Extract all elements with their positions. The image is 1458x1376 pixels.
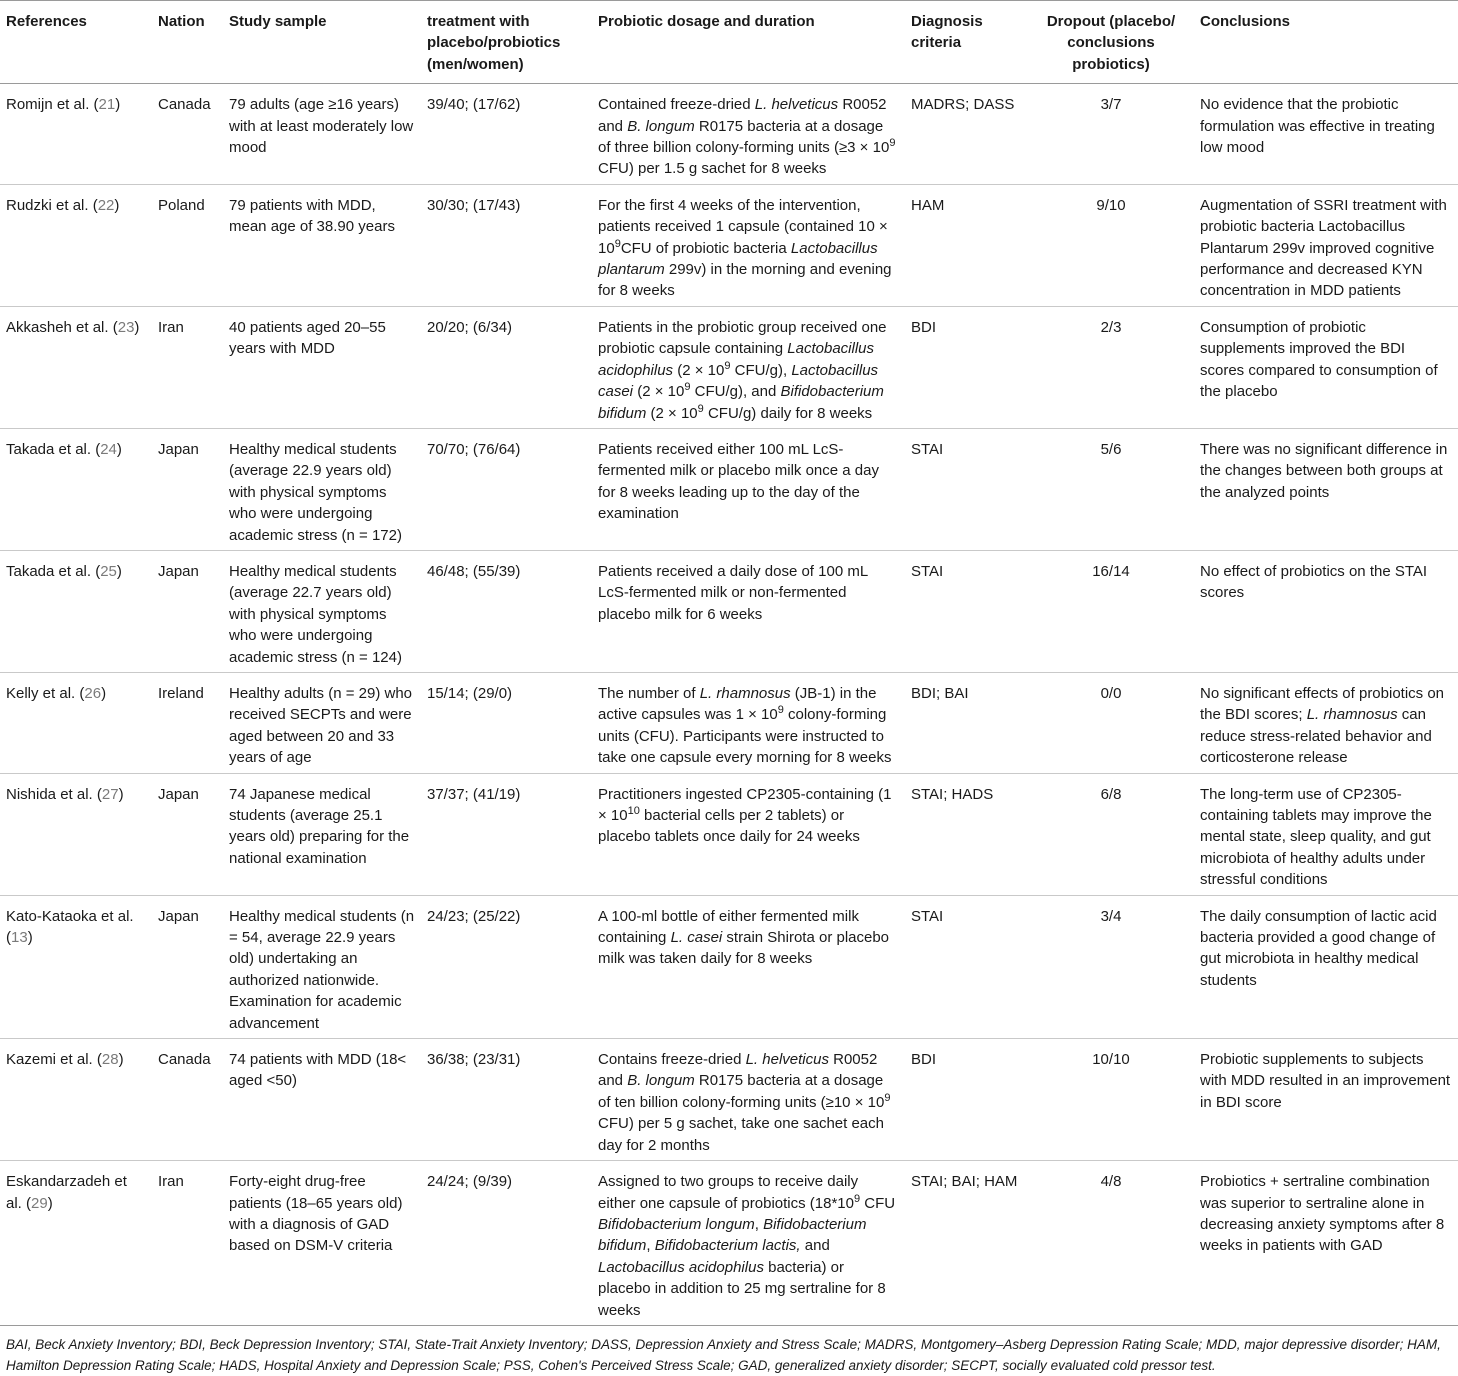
species-name: L. rhamnosus [699, 684, 791, 702]
table-row [0, 428, 1458, 550]
text-segment: Patients received either 100 mL LcS-fermented milk or placebo milk once a day for 8 weeks leading up to the day of the examination [598, 440, 879, 523]
text-segment: No effect of probiotics on the STAI scores [1200, 562, 1428, 602]
exponent: 9 [884, 1091, 891, 1104]
text-segment: (2 × 10 [633, 383, 685, 401]
cell-dropout: 10/10 [1092, 1051, 1130, 1069]
cell-conclusion [1194, 895, 1458, 1038]
text-segment: CFU [860, 1194, 896, 1212]
table-row [0, 773, 1458, 895]
species-name: L. casei [670, 929, 723, 947]
text-segment: The daily consumption of lactic acid bacteria provided a good change of gut microbiota in healthy medical students [1200, 907, 1437, 989]
reference-close: ) [118, 785, 124, 803]
exponent: 9 [854, 1192, 861, 1205]
text-segment: CFU of probiotic bacteria [620, 239, 791, 257]
text-segment: There was no significant difference in the changes between both groups at the analyzed points [1200, 440, 1448, 501]
exponent: 9 [889, 137, 896, 150]
cell-conclusion [1194, 672, 1458, 773]
species-name: B. longum [627, 1072, 695, 1090]
text-segment: CFU) per 1.5 g sachet for 8 weeks [598, 160, 827, 178]
table-row [0, 1039, 1458, 1161]
cell-dropout: 6/8 [1100, 785, 1122, 803]
cell-reference [0, 672, 152, 773]
cell-dropout: 4/8 [1100, 1173, 1122, 1191]
text-segment: strain Shirota or placebo milk was taken daily for 8 weeks [598, 929, 890, 968]
cell-study-sample: Forty-eight drug-free patients (18–65 years old) with a diagnosis of GAD based on DSM-V criteria [229, 1173, 403, 1255]
species-name: Bifidobacterium longum [598, 1215, 755, 1233]
table-row [0, 306, 1458, 428]
table-header-row [0, 1, 1458, 84]
species-name: L. rhamnosus [1306, 706, 1398, 724]
cell-nation: Japan [158, 440, 199, 458]
cell-treatment: 30/30; (17/43) [427, 196, 521, 214]
cell-study-sample: Healthy medical students (average 22.7 years old) with physical symptoms who were undergoing academic stress (n = 124) [229, 562, 402, 666]
reference-citation-link[interactable]: 24 [100, 440, 117, 458]
cell-treatment: 39/40; (17/62) [427, 96, 521, 114]
text-segment: , [646, 1237, 655, 1255]
table-row [0, 895, 1458, 1038]
reference-close: ) [118, 1051, 124, 1069]
text-segment: bacteria) or placebo in addition to 25 mg sertraline for 8 weeks [598, 1258, 886, 1319]
text-segment: No significant effects of probiotics on the BDI scores; [1200, 684, 1445, 724]
text-segment: CFU/g), [730, 361, 792, 379]
column-header-nation: Nation [158, 13, 205, 30]
reference-citation-link[interactable]: 26 [84, 684, 102, 702]
cell-reference [0, 84, 152, 185]
cell-dosage [592, 306, 905, 428]
text-segment: 299v) in the morning and evening for 8 weeks [598, 261, 892, 300]
species-name: Bifidobacterium lactis, [654, 1237, 801, 1255]
cell-nation: Iran [158, 318, 184, 336]
cell-dosage [592, 428, 905, 550]
exponent: 10 [627, 805, 640, 817]
cell-reference [0, 550, 152, 672]
text-segment: R0175 bacteria at a dosage of ten billion colony-forming units (≥10 × 10 [598, 1072, 885, 1111]
table-row [0, 672, 1458, 773]
exponent: 9 [697, 402, 704, 415]
text-segment: CFU) per 5 g sachet, take one sachet each day for 2 months [598, 1115, 884, 1154]
cell-reference [0, 895, 152, 1038]
reference-close: ) [114, 196, 120, 214]
cell-nation: Poland [158, 196, 205, 214]
cell-dropout: 2/3 [1100, 318, 1122, 336]
text-segment: For the first 4 weeks of the intervention, patients received 1 capsule (contained 10 × 10 [598, 196, 888, 257]
species-name: Lactobacillus casei [598, 361, 879, 401]
reference-citation-link[interactable]: 21 [98, 96, 116, 114]
cell-dosage [592, 184, 905, 306]
cell-dropout: 9/10 [1096, 196, 1126, 214]
cell-reference [0, 1039, 152, 1161]
cell-study-sample: Healthy medical students (average 22.9 years old) with physical symptoms who were undergoing academic stress (n = 172) [229, 440, 402, 544]
cell-diagnosis-criteria: BDI [911, 318, 937, 336]
reference-author: Kelly et al. ( [6, 684, 85, 702]
cell-diagnosis-criteria: STAI [911, 907, 944, 925]
text-segment: No evidence that the probiotic formulation was effective in treating low mood [1200, 96, 1435, 157]
cell-reference [0, 773, 152, 895]
reference-author: Takada et al. ( [6, 562, 101, 580]
cell-diagnosis-criteria: MADRS; DASS [911, 96, 1015, 114]
text-segment: Contained freeze-dried [598, 96, 755, 114]
cell-dosage [592, 1039, 905, 1161]
text-segment: can reduce stress-related behavior and corticosterone release [1200, 706, 1432, 767]
cell-conclusion [1194, 84, 1458, 185]
text-segment: CFU/g), and [690, 383, 781, 401]
cell-dosage [592, 1161, 905, 1326]
cell-study-sample: 40 patients aged 20–55 years with MDD [229, 318, 386, 358]
cell-conclusion [1194, 184, 1458, 306]
cell-nation: Canada [158, 96, 211, 114]
text-segment: Patients received a daily dose of 100 mL LcS-fermented milk or non-fermented placebo milk for 6 weeks [598, 562, 868, 623]
text-segment: (2 × 10 [673, 361, 725, 379]
text-segment: Augmentation of SSRI treatment with probiotic bacteria Lactobacillus Plantarum 299v improved cognitive performance and decreased KYN concentration in MDD patients [1200, 196, 1447, 300]
cell-diagnosis-criteria: STAI; HADS [911, 785, 994, 803]
cell-study-sample: Healthy adults (n = 29) who received SECPTs and were aged between 20 and 33 years of age [229, 684, 413, 767]
exponent: 9 [684, 381, 691, 394]
table-footnote: BAI, Beck Anxiety Inventory; BDI, Beck Depression Inventory; STAI, State-Trait Anxiety Inventory; DASS, Depression Anxiety and Stress Scale; MADRS, Montgomery–Asberg Depression Rating Scale; MDD, major depressive disorder; HAM, Hamilton Depression Rating Scale; HADS, Hospital Anxiety and Depression Scale; PSS, Cohen's Perceived Stress Scale; GAD, generalized anxiety disorder; SECPT, socially evaluated cold pressor test. [6, 1336, 1441, 1373]
reference-citation-link[interactable]: 13 [11, 929, 28, 947]
reference-citation-link[interactable]: 23 [117, 318, 135, 336]
species-name: Bifidobacterium bifidum [598, 383, 884, 422]
cell-reference [0, 428, 152, 550]
text-segment: (JB-1) in the active capsules was 1 × 10 [598, 684, 877, 724]
cell-diagnosis-criteria: STAI; BAI; HAM [911, 1173, 1018, 1191]
cell-dosage [592, 773, 905, 895]
reference-citation-link[interactable]: 29 [31, 1194, 48, 1212]
cell-nation: Japan [158, 907, 199, 925]
text-segment: colony-forming units (CFU). Participants were instructed to take one capsule every morning for 8 weeks [598, 706, 892, 767]
cell-diagnosis-criteria: HAM [911, 196, 945, 214]
table-row [0, 84, 1458, 185]
text-segment: Assigned to two groups to receive daily either one capsule of probiotics (18*10 [598, 1173, 859, 1212]
reference-citation-link[interactable]: 27 [101, 785, 119, 803]
reference-citation-link[interactable]: 22 [97, 196, 115, 214]
cell-diagnosis-criteria: BDI; BAI [911, 684, 969, 702]
reference-author: Romijn et al. ( [6, 96, 99, 114]
column-header-diagnosis-criteria: Diagnosis criteria [911, 13, 983, 52]
reference-author: Akkasheh et al. ( [6, 318, 118, 336]
text-segment: and [800, 1237, 830, 1255]
cell-study-sample: 74 patients with MDD (18< aged <50) [229, 1051, 407, 1090]
cell-nation: Japan [158, 785, 199, 803]
cell-treatment: 24/23; (25/22) [427, 907, 521, 925]
reference-author: Kazemi et al. ( [6, 1051, 102, 1069]
text-segment: R0052 and [598, 96, 887, 135]
reference-citation-link[interactable]: 25 [100, 562, 117, 580]
reference-close: ) [115, 96, 121, 114]
cell-treatment: 15/14; (29/0) [427, 684, 513, 702]
cell-study-sample: 79 adults (age ≥16 years) with at least moderately low mood [229, 96, 414, 157]
cell-nation: Ireland [158, 684, 204, 702]
species-name: Lactobacillus plantarum [598, 239, 878, 279]
cell-reference [0, 306, 152, 428]
table-row [0, 184, 1458, 306]
reference-author: Rudzki et al. ( [6, 196, 98, 214]
cell-dosage [592, 84, 905, 185]
column-header-dropout: Dropout (placebo/ conclusions probiotics) [1046, 13, 1176, 73]
reference-author: Eskandarzadeh et al. ( [6, 1173, 127, 1212]
text-segment: The long-term use of CP2305-containing tablets may improve the mental state, sleep quality, and gut microbiota of healthy adults under stressful conditions [1200, 785, 1432, 889]
species-name: B. longum [627, 117, 695, 135]
cell-reference [0, 184, 152, 306]
exponent: 9 [777, 704, 784, 717]
cell-dosage [592, 550, 905, 672]
text-segment: (2 × 10 [646, 404, 698, 422]
species-name: Bifidobacterium bifidum [598, 1215, 867, 1255]
cell-study-sample: 74 Japanese medical students (average 25.1 years old) preparing for the national examination [229, 785, 410, 867]
cell-conclusion [1194, 550, 1458, 672]
table-body [0, 84, 1458, 1326]
reference-close: ) [116, 562, 122, 580]
reference-close: ) [47, 1194, 53, 1212]
reference-citation-link[interactable]: 28 [101, 1051, 119, 1069]
cell-treatment: 46/48; (55/39) [427, 562, 521, 580]
column-header-conclusions: Conclusions [1200, 13, 1291, 30]
cell-treatment: 70/70; (76/64) [427, 440, 521, 458]
table-row [0, 1161, 1458, 1326]
cell-dosage [592, 672, 905, 773]
cell-diagnosis-criteria: STAI [911, 562, 944, 580]
table-row [0, 550, 1458, 672]
cell-treatment: 20/20; (6/34) [427, 318, 513, 336]
text-segment: , [754, 1215, 764, 1233]
exponent: 9 [724, 359, 731, 372]
text-segment: Probiotics + sertraline combination was superior to sertraline alone in decreasing anxiety symptoms after 8 weeks in patients with GAD [1200, 1173, 1445, 1255]
text-segment: Practitioners ingested CP2305-containing (1 × 10 [598, 785, 892, 824]
cell-dropout: 5/6 [1100, 440, 1122, 458]
column-header-study-sample: Study sample [229, 13, 327, 30]
cell-diagnosis-criteria: STAI [911, 440, 944, 458]
cell-treatment: 24/24; (9/39) [427, 1173, 513, 1191]
text-segment: Consumption of probiotic supplements improved the BDI scores compared to consumption of the placebo [1200, 318, 1438, 401]
cell-conclusion [1194, 1039, 1458, 1161]
text-segment: CFU/g) daily for 8 weeks [703, 404, 873, 422]
species-name: L. helveticus [754, 96, 839, 114]
cell-dropout: 16/14 [1092, 562, 1130, 580]
reference-author: Nishida et al. ( [6, 785, 102, 803]
reference-close: ) [116, 440, 122, 458]
cell-reference [0, 1161, 152, 1326]
reference-close: ) [134, 318, 140, 336]
reference-close: ) [101, 684, 107, 702]
cell-nation: Iran [158, 1173, 184, 1191]
cell-study-sample: 79 patients with MDD, mean age of 38.90 years [229, 196, 395, 236]
cell-nation: Japan [158, 562, 199, 580]
cell-dosage [592, 895, 905, 1038]
text-segment: Contains freeze-dried [598, 1051, 746, 1069]
cell-conclusion [1194, 1161, 1458, 1326]
cell-diagnosis-criteria: BDI [911, 1051, 937, 1069]
cell-treatment: 37/37; (41/19) [427, 785, 521, 803]
column-header-references: References [6, 13, 87, 30]
text-segment: Patients in the probiotic group received one probiotic capsule containing [598, 318, 887, 358]
cell-conclusion [1194, 773, 1458, 895]
text-segment: R0175 bacteria at a dosage of three billion colony-forming units (≥3 × 10 [598, 117, 890, 157]
reference-author: Kato-Kataoka et al. ( [6, 907, 134, 947]
cell-study-sample: Healthy medical students (n = 54, average 22.9 years old) undertaking an authorized nationwide. Examination for academic advancement [229, 907, 415, 1032]
text-segment: A 100-ml bottle of either fermented milk containing [598, 907, 859, 947]
reference-author: Takada et al. ( [6, 440, 101, 458]
species-name: Lactobacillus acidophilus [598, 340, 875, 379]
text-segment: bacterial cells per 2 tablets) or placebo tablets once daily for 24 weeks [598, 807, 860, 846]
species-name: Lactobacillus acidophilus [598, 1258, 764, 1276]
cell-conclusion [1194, 306, 1458, 428]
species-name: L. helveticus [745, 1051, 829, 1069]
cell-dropout: 3/4 [1100, 907, 1122, 925]
text-segment: Probiotic supplements to subjects with MDD resulted in an improvement in BDI score [1200, 1051, 1451, 1111]
text-segment: The number of [598, 684, 700, 702]
column-header-treatment: treatment with placebo/probiotics (men/women) [427, 13, 561, 73]
column-header-dosage: Probiotic dosage and duration [598, 13, 815, 30]
cell-conclusion [1194, 428, 1458, 550]
exponent: 9 [614, 237, 621, 250]
reference-close: ) [27, 929, 33, 947]
cell-nation: Canada [158, 1051, 211, 1069]
cell-dropout: 3/7 [1100, 96, 1122, 114]
cell-treatment: 36/38; (23/31) [427, 1051, 521, 1069]
text-segment: R0052 and [598, 1051, 878, 1090]
cell-dropout: 0/0 [1100, 684, 1122, 702]
